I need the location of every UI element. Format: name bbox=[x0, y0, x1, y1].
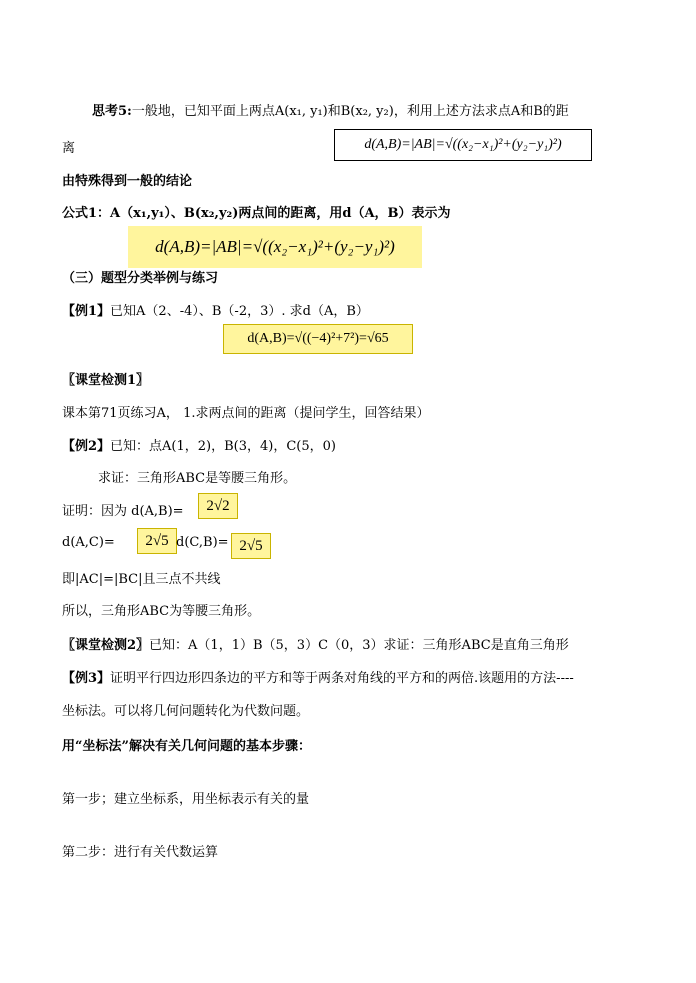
ex1-formula-box bbox=[223, 324, 413, 354]
ex2-line bbox=[62, 435, 336, 454]
ex1-line bbox=[62, 300, 369, 319]
section3-heading: （三）题型分类举例与练习 bbox=[62, 271, 219, 286]
ex2-prove: 求证：三角形ABC是等腰三角形。 bbox=[98, 471, 297, 486]
steps-heading: 用“坐标法”解决有关几何问题的基本步骤： bbox=[62, 739, 311, 754]
think5-text2: 离 bbox=[62, 141, 76, 156]
check1-label: 〖课堂检测1〗 bbox=[62, 373, 150, 388]
steps-step1: 第一步；建立坐标系，用坐标表示有关的量 bbox=[62, 792, 310, 807]
ex2-proof4: 所以，三角形ABC为等腰三角形。 bbox=[62, 604, 261, 619]
ex1-formula: d(A,B)=√((−4)²+7²)=√65 bbox=[247, 331, 389, 346]
check2-line bbox=[62, 634, 569, 653]
ex3-line bbox=[62, 667, 574, 686]
check2-text: 已知：A（1，1）B（5，3）C（0，3）求证：三角形ABC是直角三角形 bbox=[149, 638, 569, 653]
ex2-cb: 2√5 bbox=[239, 537, 263, 554]
ex2-proof3: 即|AC|=|BC|且三点不共线 bbox=[62, 572, 221, 587]
check1-text: 课本第71页练习A， 1.求两点间的距离（提问学生，回答结果） bbox=[62, 406, 430, 421]
think5-formula-box bbox=[334, 129, 592, 161]
ex1-label: 【例1】 bbox=[62, 304, 111, 319]
ex3-label: 【例3】 bbox=[62, 671, 111, 686]
think5-formula: d(A,B)=|AB|=√((x₂−x₁)²+(y₂−y₁)²) bbox=[364, 137, 562, 152]
think5-text: 一般地，已知平面上两点A(x₁, y₁)和B(x₂, y₂)，利用上述方法求点A和B的距 bbox=[131, 104, 569, 119]
ex2-label: 【例2】 bbox=[62, 439, 111, 454]
ex2-ab-box bbox=[198, 493, 238, 519]
formula1-box bbox=[128, 226, 422, 268]
ex2-ac: 2√5 bbox=[145, 532, 169, 549]
ex2-ab: 2√2 bbox=[206, 497, 230, 514]
ex2-cb-box bbox=[231, 533, 271, 559]
formula1-formula: d(A,B)=|AB|=√((x₂−x₁)²+(y₂−y₁)²) bbox=[155, 237, 395, 256]
steps-step2: 第二步：进行有关代数运算 bbox=[62, 845, 219, 860]
think5-line bbox=[92, 100, 569, 119]
formula1-text: 公式1：A（x₁,y₁）、B(x₂,y₂)两点间的距离，用d（A，B）表示为 bbox=[62, 206, 451, 221]
ex3-text: 证明平行四边形四条边的平方和等于两条对角线的平方和的两倍.该题用的方法---- bbox=[110, 671, 574, 686]
ex2-proof2a: d(A,C)= bbox=[62, 535, 115, 550]
ex1-text: 已知A（2、-4）、B（-2，3）. 求d（A，B） bbox=[110, 304, 369, 319]
ex2-text: 已知：点A(1，2)，B(3，4)，C(5，0) bbox=[110, 439, 336, 454]
check2-label: 〖课堂检测2〗 bbox=[62, 638, 150, 653]
think5-label: 思考5: bbox=[92, 104, 132, 119]
ex2-proof2b: d(C,B)= bbox=[176, 535, 229, 550]
ex2-ac-box bbox=[137, 528, 177, 554]
heading-general-conclusion: 由特殊得到一般的结论 bbox=[62, 174, 193, 189]
ex3-text2: 坐标法。可以将几何问题转化为代数问题。 bbox=[62, 704, 310, 719]
ex2-proof1: 证明：因为 d(A,B)= bbox=[62, 504, 184, 519]
